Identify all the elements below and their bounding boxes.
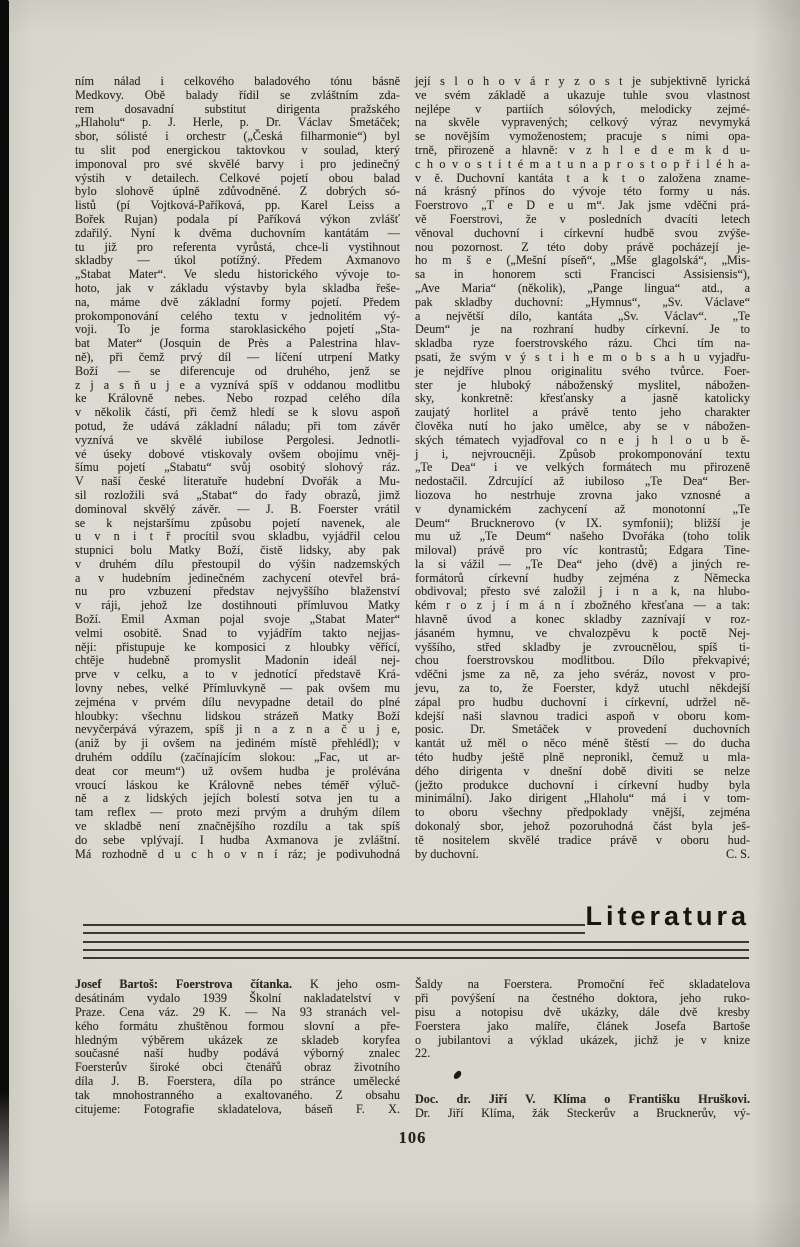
text-line: pak skladby duchovní: „Hymnus“, „Sv. Václave“ <box>415 294 750 309</box>
text-line: tak mnohostranného a exaltovaného. Z obsahu <box>75 1087 400 1102</box>
text-line: pisu a notopisu dvě ukázky, dále dvě kresby <box>415 1005 750 1020</box>
text-line: stupnici bolu Matky Boží, čistě lidsky, aby pak <box>75 543 400 558</box>
text-line: imponoval pro své skvělé barvy i pro jedinečný <box>75 156 400 171</box>
text-line: trně, přirozeně a hlavně: v z h l e d e m k d u- <box>415 142 750 157</box>
text-line: při povýšení na čestného doktora, jeho ruko- <box>415 991 750 1006</box>
text-line: do sebe vplývají. I hudba Axmanova je zvláštní. <box>75 832 400 847</box>
text-line: dokonalý sbor, jehož pozoruhodná část byla ješ- <box>415 819 750 834</box>
text-line: tu již pro referenta vyrůstá, chce-li vystihnout <box>75 239 400 254</box>
section-divider <box>75 875 750 959</box>
text-line: ním nálad i celkového baladového tónu básně <box>75 74 400 88</box>
main-article-right-column <box>415 75 750 861</box>
text-line: na skvěle vypravených; celkový výraz nevymyká <box>415 115 750 130</box>
text-line: j i, nejvroucněji. Způsob prokomponování textu <box>415 446 750 461</box>
scan-edge-strip <box>0 0 9 1240</box>
text-line: prve v celku, a to v jednotící představě Krá- <box>75 667 400 682</box>
text-line: Deum“ Brucknerovo (v IX. symfonii); bližší je <box>415 515 750 530</box>
page-content <box>75 75 750 1148</box>
text-line: chou foerstrovskou modlitbou. Dílo překvapivé; <box>415 653 750 668</box>
text-line: Foersterův široké obci čtenářů obraz životního <box>75 1060 400 1075</box>
text-line: Josef Bartoš: Foerstrova čítanka. K jeho osm- <box>75 977 400 992</box>
bold-lead: Josef Bartoš: Foerstrova čítanka. <box>75 977 293 992</box>
text-line: vyššího, střed skladby je zvroucnělou, spíš ti- <box>415 639 750 654</box>
text-line: jásaném hymnu, ve chvalozpěvu k poctě Nej- <box>415 625 750 640</box>
text-line: výstih v detailech. Celkové pojetí obou balad <box>75 170 400 185</box>
text-line: na, máme dvě základní formy pojetí. Předem <box>75 294 400 309</box>
text-line: v několik částí, při čemž hledí se k slovu aspoň <box>75 405 400 420</box>
text-line: sky, konkretně: křesťansky a jasně katolicky <box>415 391 750 406</box>
ornament-row <box>453 1068 750 1078</box>
section-heading: Literatura <box>585 901 750 932</box>
text-line: „Ave Maria“ (několik), „Pange lingua“ atd., a <box>415 280 750 295</box>
text-line: ho m š e („Mešní píseň“, „Mše glagolská“, „Mis- <box>415 253 750 268</box>
text-line: díla J. B. Foerstera, díla po stránce umělecké <box>75 1074 400 1088</box>
text-line: zejména v prvém dílu nevypadne detail do plné <box>75 694 400 709</box>
text-line: psati, že svým v ý s t i h e m o b s a h u vyjadřu- <box>415 349 750 364</box>
text-line: vyznívá ve skvělé iubilose Pergolesi. Jednotli- <box>75 432 400 447</box>
text-line: (ježto produkce duchovní i církevní hudby byla <box>415 777 750 792</box>
text-line: její s l o h o v á r y z o s t je subjektivně lyrická <box>415 74 750 88</box>
text-line: prokomponování celého textu v jednolitém vý- <box>75 308 400 323</box>
text-line: u v n i t ř procítil svou skladbu, vyjádřil celou <box>75 529 400 544</box>
text-line: kého formátu zhuštěnou formou slovní a pře- <box>75 1018 400 1033</box>
text-line: a v hudebním jedinečném zachycení otevřel brá- <box>75 570 400 585</box>
text-line: „Hlaholu“ p. J. Herle, p. Dr. Václav Smetáček; <box>75 115 400 130</box>
text-line <box>415 848 750 862</box>
text-line: kém r o z j í m á n í zbožného křesťana — a tak: <box>415 598 750 613</box>
text-line: mu už „Te Deum“ našeho Dvořáka (toho tolik <box>415 529 750 544</box>
text-line: Foerstrovo „T e D e u m“. Jak jsme vděčni prá- <box>415 198 750 213</box>
text-line: Foerstera jako malíře, článek Josefa Bartoše <box>415 1018 750 1033</box>
text-line: nou pozornost. Z této doby právě pocházejí je- <box>415 239 750 254</box>
bold-lead: Doc. dr. Jiří V. Klíma o Františku Hruškovi. <box>415 1092 750 1107</box>
text-line: dého dirigenta v dnešní době diviti se nelze <box>415 763 750 778</box>
text-line: se novějším vymoženostem; pracuje s nimi opa- <box>415 129 750 144</box>
author-signature: C. S. <box>725 846 750 861</box>
literatura-right-column <box>415 978 750 1120</box>
text-line: (aniž by ji ovšem na jediném místě přehlédl); v <box>75 736 400 751</box>
text-line: sa in honorem scti Francisci Assisiensis“), <box>415 267 750 282</box>
text-line: kantát už měl o něco méně štěstí — do ducha <box>415 736 750 751</box>
text-line: voji. To je forma staroklasického pojetí „Sta- <box>75 322 400 337</box>
text-line: obdivoval; přesto své založil j i n a k, na hlubo- <box>415 584 750 599</box>
literatura-left-column <box>75 978 400 1120</box>
text-line: sbor, sólisté i orchestr („Česká filharmonie“) byl <box>75 129 400 144</box>
text-line: věnoval duchovní i církevní hudbě svou zvýše- <box>415 225 750 240</box>
divider-rule <box>83 957 749 959</box>
divider-rule <box>83 924 585 926</box>
text-line: tam reflex — proto mezi prvým a druhým dílem <box>75 805 400 820</box>
text-line: listů (pí Vojtková-Paříková, pp. Karel Leiss a <box>75 198 400 213</box>
text-line: nu pro vzbuzení představ nejvyššího blaženství <box>75 584 400 599</box>
text-line: „Stabat Mater“. Ve sledu historického vývoje to- <box>75 267 400 282</box>
text-line: zápal pro hudbu duchovní i církevní, udržel ně- <box>415 694 750 709</box>
main-article-left-column <box>75 75 400 861</box>
text-line: desátinám vydalo 1939 Školní nakladatelství v <box>75 991 400 1006</box>
text-line: nedostačil. Zdrcující až iubiloso „Te Dea“ Ber- <box>415 474 750 489</box>
main-article <box>75 75 750 861</box>
text-line: minimální). Jako dirigent „Hlaholu“ má i v tom- <box>415 791 750 806</box>
text-line: Bořek Rujan) podala pí Paříková výkon zvlášť <box>75 211 400 226</box>
text-line: této hudby ještě plně nepronikl, čemuž u mla- <box>415 750 750 765</box>
text-line: a největší dílo, kantáta „Sv. Václav“. „Te <box>415 308 750 323</box>
text-line: vděčni jsme za ně, za jeho svéráz, novost v pro- <box>415 667 750 682</box>
text-line: chtěje hudebně promyslit Madonin ideál nej- <box>75 653 400 668</box>
text-line: o jubilantovi a výklad ukázek, jichž je v knize <box>415 1032 750 1047</box>
text-line: v dynamickém zachycení až monotonní „Te <box>415 501 750 516</box>
text-line: současné naší hudby podává výborný znalec <box>75 1046 400 1061</box>
text-line: šímu pojetí „Stabatu“ svůj osobitý slohový ráz. <box>75 460 400 475</box>
literatura-entry-saldy <box>415 978 750 1061</box>
text-line: ve svém základě a ukazuje tuhle svou vlastnost <box>415 87 750 102</box>
fleuron-dot-icon <box>452 1070 463 1080</box>
text-line: Deum“ je na rozhraní hudby církevní. Je to <box>415 322 750 337</box>
text-line: Praze. Cena váz. 29 K. — Na 93 stranách vel- <box>75 1005 400 1020</box>
text-line: skladba ryze foerstrovského rázu. Chci tím na- <box>415 336 750 351</box>
text-line: hlavně úvod a konec skladby zaznívají v roz- <box>415 612 750 627</box>
divider-rule <box>83 941 749 943</box>
text-line: v druhém dílu přestoupil do výšin nadzemských <box>75 556 400 571</box>
text-line: z j a s ň u j e a vyznívá spíš v oddanou modlitbu <box>75 377 400 392</box>
text-line: velmi osobitě. Snad to vyjádřím takto nejjas- <box>75 625 400 640</box>
text-line: kdejší naši slavnou tradici aspoň v oboru kom- <box>415 708 750 723</box>
text-line: vě Foerstrovi, že v posledních dvacíti letech <box>415 211 750 226</box>
text-line: ve skladbě není značnějšího rozdílu a tak spíš <box>75 819 400 834</box>
divider-rule <box>83 949 749 951</box>
text-line: sil rozložili svá „Stabat“ do řady obrazů, jimž <box>75 487 400 502</box>
text-line: ná krásný přínos do vývoje této formy u nás. <box>415 184 750 199</box>
text-line: v ráji, jehož lze dostihnouti přímluvou Matky <box>75 598 400 613</box>
text-line: zaujatý horlitel a právě tento jeho charakter <box>415 405 750 420</box>
text-line: posic. Dr. Smetáček v provedení duchovních <box>415 722 750 737</box>
text-line: zdařilý. Nyní k dvěma duchovním kantátám — <box>75 225 400 240</box>
text-line: druhém oddílu (začínajícím slokou: „Fac, ut ar- <box>75 750 400 765</box>
text-line: ně), při čemž prvý díl — líčení utrpení Matky <box>75 349 400 364</box>
text-line: skladby — úkol potížný. Předem Axmanovo <box>75 253 400 268</box>
text-line: c h o v o s t i t é m a t u n a p r o s t o p ř i l é h a- <box>415 156 750 171</box>
text-line: potud, že udává základní náladu; při tom závěr <box>75 418 400 433</box>
text-line: „Te Dea“ i ve velkých formátech mu přirozeně <box>415 460 750 475</box>
text-line: rem dosavadní substitut dirigenta pražského <box>75 101 400 116</box>
text-line: nejlépe v partiích sólových, melodicky zejmé- <box>415 101 750 116</box>
text-line: citujeme: Fotografie skladatelova, báseň F. X. <box>75 1101 400 1116</box>
text-line: tě nositelem skvělé tradice právě v oboru hud- <box>415 832 750 847</box>
page-number: 106 <box>398 1127 427 1147</box>
divider-rule <box>83 932 585 934</box>
text-line: ských tématech vyjadřoval co n e j h l o u b ě- <box>415 432 750 447</box>
text-line: něji: přistupuje ke komposici z hloubky věřící, <box>75 639 400 654</box>
text-line: la si vážil — „Te Dea“ jeho (dvě) a jiných re- <box>415 556 750 571</box>
text-line: bat Mater“ (Josquin de Près a Palestrina hlav- <box>75 336 400 351</box>
text-line: ke Královně nebes. Nebo rozpad celého díla <box>75 391 400 406</box>
text-line: ster je hluboký náboženský myslitel, nábožen- <box>415 377 750 392</box>
text-line: vroucí láskou ke Královně nebes téměř výluč- <box>75 777 400 792</box>
text-line: hloubky: všechnu lidskou strázeň Matky Boží <box>75 708 400 723</box>
text-line: dominoval skvělý závěr. — J. B. Foerster vrátil <box>75 501 400 516</box>
text-line-left: by duchovní. <box>415 846 479 861</box>
text-line: Boží. Emil Axman pojal svoje „Stabat Mater“ <box>75 612 400 627</box>
text-line: jevu, za to, že Foerster, když utuchl někdejší <box>415 681 750 696</box>
text-line: Šaldy na Foerstera. Promoční řeč skladatelova <box>415 977 750 992</box>
text-line <box>415 1093 750 1107</box>
text-line: 22. <box>415 1046 431 1061</box>
text-line: Medkovy. Obě balady řídil se zvláštním zda- <box>75 87 400 102</box>
text-line: hledným výběrem ukázek ze skladeb koryfea <box>75 1032 400 1047</box>
text-line: V naší české literatuře hudební Dvořák a Mu- <box>75 474 400 489</box>
text-line: Boží — se diferencuje od druhého, jenž se <box>75 363 400 378</box>
text-line: miloval) právě pro víc kontrastů; Edgara Tine- <box>415 543 750 558</box>
text-line: v ě. Duchovní kantáta t a k t o založena zname- <box>415 170 750 185</box>
text-line: bylo slohově úplně zdůvodněné. Z dobrých só- <box>75 184 400 199</box>
text-line: to oboru všechny předpoklady vnější, zejména <box>415 805 750 820</box>
text-line: liozova ho nestrhuje zrovna jako vznosné a <box>415 487 750 502</box>
text-line: Má rozhodně d u c h o v n í ráz; je podivuhodná <box>75 846 400 861</box>
literatura-entry-klima <box>415 1093 750 1121</box>
text-line: vé úseky dobové vtiskovaly ovšem obojímu vněj- <box>75 446 400 461</box>
text-line: nevyčerpává výrazem, spíš ji n a z n a č u j e, <box>75 722 400 737</box>
literatura-section <box>75 978 750 1120</box>
text-line: tu slit pod energickou taktovkou v soulad, který <box>75 142 400 157</box>
text-line: lovny nebes, velké Přímluvkyně — pak ovšem mu <box>75 681 400 696</box>
text-line: hoto, jak v základu výstavby byla skladba řeše- <box>75 280 400 295</box>
text-line: deat cor meum“) už ovšem hudba je prolévána <box>75 763 400 778</box>
text-line: Dr. Jiří Klíma, žák Steckerův a Brucknerův, vý- <box>415 1106 750 1120</box>
text-line: je nejdříve plnou originalitu svého tvůrce. Foer- <box>415 363 750 378</box>
text-line: se k nejstaršímu způsobu pojetí navenek, ale <box>75 515 400 530</box>
text-line: člověka nutí ho jako umělce, aby se v nábožen- <box>415 418 750 433</box>
text-line: formátorů církevní hudby zejména z Německa <box>415 570 750 585</box>
text-line: ně a z lidských jejích bolestí sotva jen tu a <box>75 791 400 806</box>
